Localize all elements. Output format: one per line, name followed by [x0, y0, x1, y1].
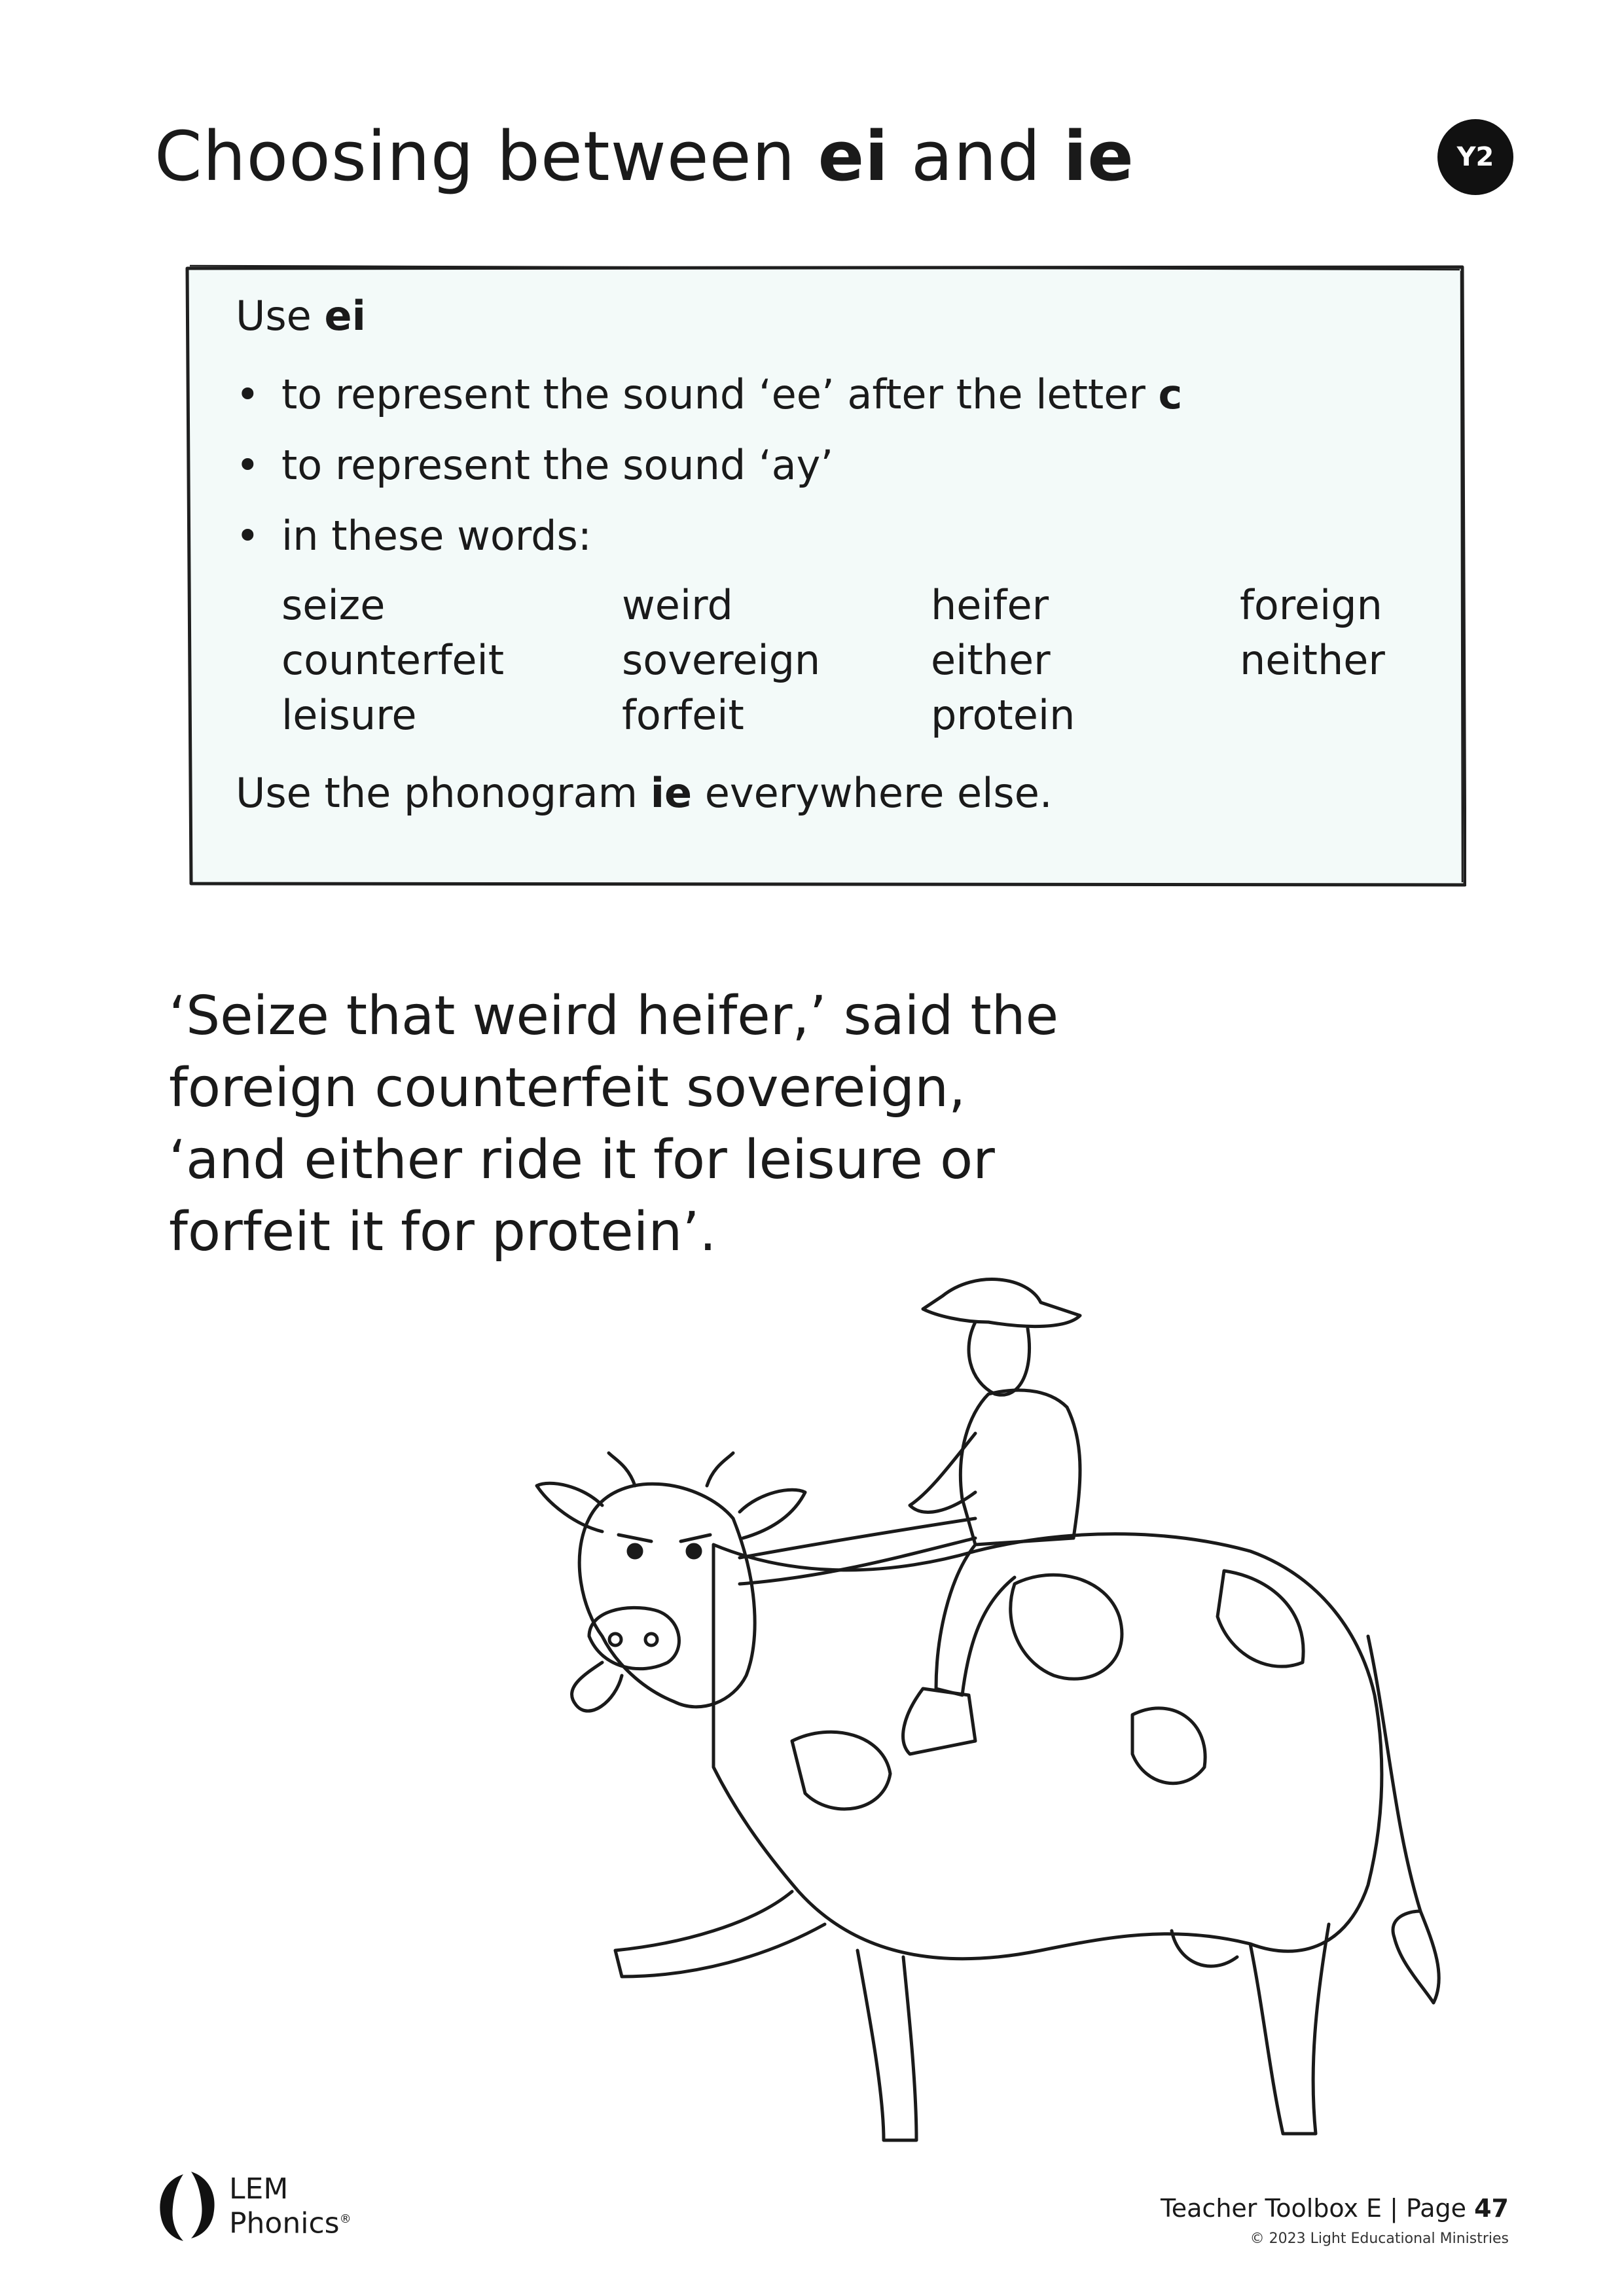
rule-footer-text: everywhere else. — [692, 769, 1053, 817]
cow-front-leg — [615, 1892, 825, 1977]
rule-heading — [236, 292, 1466, 340]
exception-word: weird — [622, 581, 733, 629]
title-phonogram-ei: ei — [818, 117, 889, 196]
cowboy-hat — [923, 1280, 1080, 1327]
cow-spot — [1132, 1708, 1205, 1784]
cow-tail — [1368, 1636, 1420, 1911]
reins — [740, 1518, 975, 1584]
lem-logo-icon — [154, 2170, 220, 2242]
exception-word-grid — [281, 578, 1466, 743]
cow-spot — [1011, 1575, 1122, 1679]
cow-ear-right — [740, 1490, 805, 1538]
page-footer — [1161, 2194, 1509, 2247]
cow-ear-left — [537, 1483, 602, 1532]
year-badge-label: Y2 — [1456, 142, 1494, 172]
rule-box — [236, 292, 1466, 817]
exception-word: leisure — [281, 691, 417, 739]
lem-phonics-logo — [154, 2170, 352, 2242]
footer-book-title: Teacher Toolbox E | Page — [1161, 2194, 1475, 2223]
cow-horn-left — [609, 1453, 635, 1486]
exception-word: sovereign — [622, 636, 821, 684]
cowboy-arm — [910, 1433, 975, 1512]
cow-spot — [1218, 1571, 1303, 1666]
exception-word: heifer — [931, 581, 1049, 629]
sentence-line: forfeit it for protein’. — [169, 1201, 717, 1263]
rule-item-text: to represent the sound ‘ay’ — [281, 441, 834, 489]
rule-item-letter: c — [1158, 370, 1183, 418]
exception-word: protein — [931, 691, 1075, 739]
rule-item-text: in these words: — [281, 512, 592, 560]
sentence-line: ‘Seize that weird heifer,’ said the — [169, 985, 1059, 1047]
rule-heading-phonogram: ei — [324, 292, 366, 340]
rule-footer-phonogram: ie — [650, 769, 693, 817]
rule-list — [236, 366, 1466, 565]
title-text-and: and — [888, 117, 1064, 196]
cowboy-leg — [936, 1545, 1015, 1695]
example-sentence — [169, 980, 1125, 1268]
rule-item-text: to represent the sound ‘ee’ after the letter — [281, 370, 1159, 418]
footer-page-info — [1161, 2194, 1509, 2223]
exception-word: forfeit — [622, 691, 744, 739]
exception-word: counterfeit — [281, 636, 505, 684]
cow-eye-right — [687, 1545, 700, 1558]
cow-front-leg-back — [857, 1950, 916, 2140]
footer-page-number: 47 — [1474, 2194, 1509, 2223]
sentence-line: foreign counterfeit sovereign, — [169, 1057, 966, 1119]
exception-word: either — [931, 636, 1051, 684]
cow-back-leg — [1250, 1924, 1329, 2134]
registered-mark: ® — [339, 2212, 352, 2226]
year-badge — [1437, 119, 1513, 195]
cowboy-head — [969, 1322, 1030, 1395]
logo-line-phonics: Phonics — [229, 2206, 340, 2240]
footer-copyright: © 2023 Light Educational Ministries — [1250, 2231, 1509, 2247]
cow-tail-tuft — [1393, 1911, 1439, 2003]
exception-word: seize — [281, 581, 386, 629]
exception-word: neither — [1240, 636, 1385, 684]
title-text: Choosing between — [154, 117, 818, 196]
logo-wordmark — [229, 2174, 352, 2239]
rule-heading-text: Use — [236, 292, 325, 340]
exception-word: foreign — [1240, 581, 1382, 629]
cow-spot — [792, 1732, 890, 1809]
rule-footer — [236, 769, 1466, 817]
rule-footer-text: Use the phonogram — [236, 769, 651, 817]
cowboy-boot — [903, 1689, 975, 1754]
cow-tongue — [572, 1662, 622, 1711]
cow-eye-left — [628, 1545, 641, 1558]
rule-item — [236, 366, 1466, 423]
logo-line-lem: LEM — [229, 2172, 289, 2206]
cow-horn-right — [707, 1453, 733, 1486]
cowboy-riding-cow-illustration — [517, 1270, 1525, 2173]
cowboy-torso — [960, 1390, 1080, 1545]
rule-item — [236, 507, 1466, 565]
rule-item — [236, 437, 1466, 494]
cow-head — [579, 1484, 755, 1707]
page-title — [154, 117, 1134, 196]
title-phonogram-ie: ie — [1063, 117, 1134, 196]
sentence-line: ‘and either ride it for leisure or — [169, 1129, 995, 1191]
